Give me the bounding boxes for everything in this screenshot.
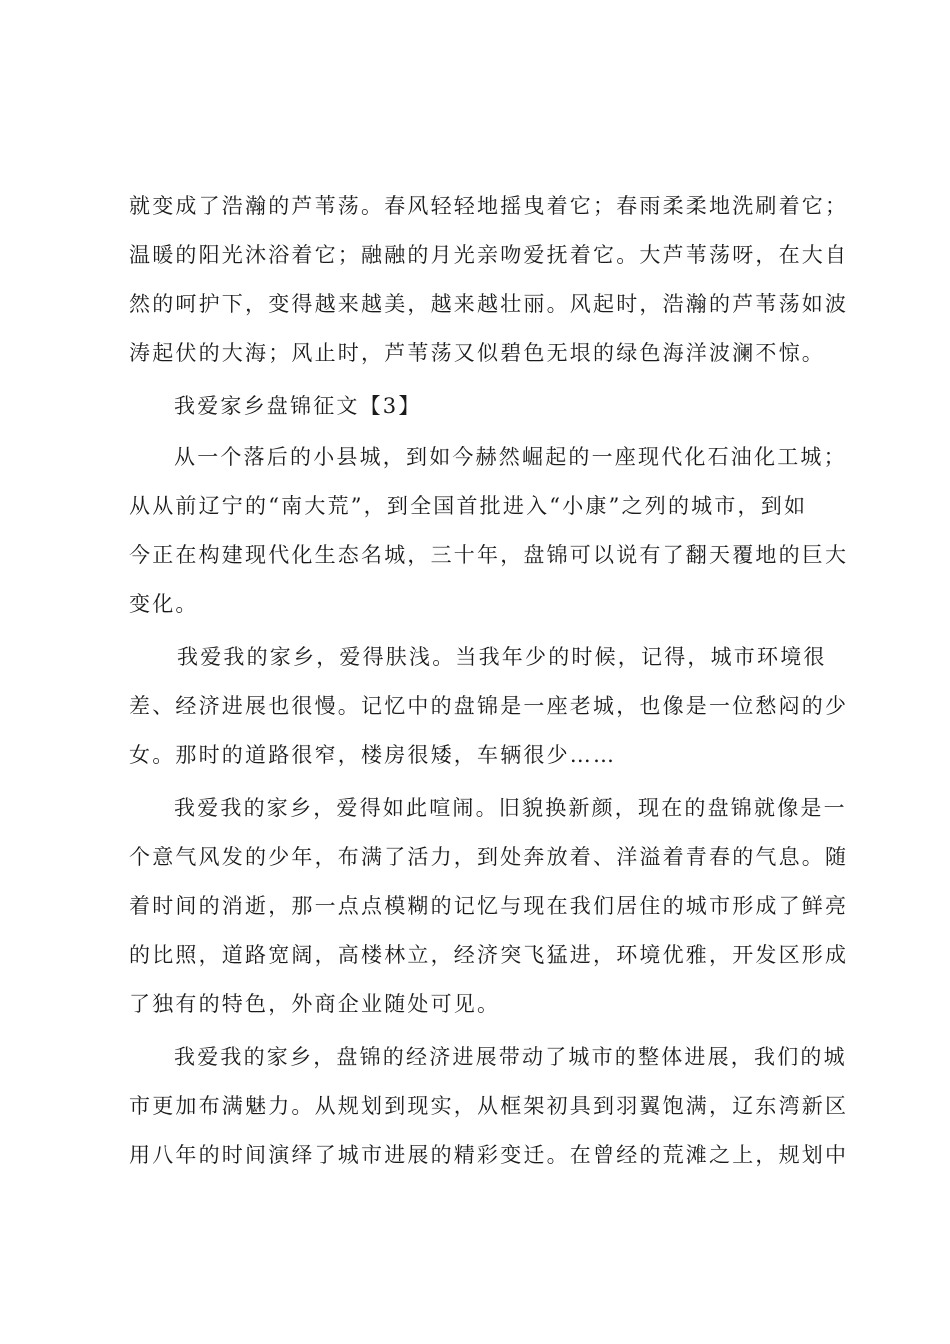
text-line: 差、经济进展也很慢。记忆中的盘锦是一座老城，也像是一位愁闷的少 bbox=[129, 694, 849, 718]
text-line: 个意气风发的少年，布满了活力，到处奔放着、洋溢着青春的气息。随 bbox=[129, 845, 849, 869]
text-line: 涛起伏的大海；风止时，芦苇荡又似碧色无垠的绿色海洋波澜不惊。 bbox=[129, 341, 825, 365]
text-line: 变化。 bbox=[129, 592, 199, 616]
text-line: 市更加布满魅力。从规划到现实，从框架初具到羽翼饱满，辽东湾新区 bbox=[129, 1094, 849, 1118]
text-line: 就变成了浩瀚的芦苇荡。春风轻轻地摇曳着它；春雨柔柔地洗刷着它； bbox=[129, 194, 849, 218]
text-line: 女。那时的道路很窄，楼房很矮，车辆很少…… bbox=[129, 743, 617, 767]
text-line: 温暖的阳光沐浴着它；融融的月光亲吻爱抚着它。大芦苇荡呀，在大自 bbox=[129, 243, 849, 267]
text-line: 从一个落后的小县城，到如今赫然崛起的一座现代化石油化工城； bbox=[174, 445, 847, 469]
text-line: 然的呵护下，变得越来越美，越来越壮丽。风起时，浩瀚的芦苇荡如波 bbox=[129, 292, 849, 316]
text-line: 我爱我的家乡，盘锦的经济进展带动了城市的整体进展，我们的城 bbox=[174, 1045, 847, 1069]
text-line: 今正在构建现代化生态名城，三十年，盘锦可以说有了翻天覆地的巨大 bbox=[129, 543, 849, 567]
text-line: 我爱我的家乡，爱得如此喧闹。旧貌换新颜，现在的盘锦就像是一 bbox=[174, 796, 847, 820]
text-line: 从从前辽宁的“南大荒”，到全国首批进入“小康”之列的城市，到如 bbox=[129, 494, 808, 518]
text-line: 着时间的消逝，那一点点模糊的记忆与现在我们居住的城市形成了鲜亮 bbox=[129, 894, 849, 918]
text-line: 的比照，道路宽阔，高楼林立，经济突飞猛进，环境优雅，开发区形成 bbox=[129, 943, 849, 967]
section-heading: 我爱家乡盘锦征文【3】 bbox=[174, 394, 422, 418]
text-line: 了独有的特色，外商企业随处可见。 bbox=[129, 992, 501, 1016]
text-line: 我爱我的家乡，爱得肤浅。当我年少的时候，记得，城市环境很 bbox=[177, 645, 827, 669]
text-line: 用八年的时间演绎了城市进展的精彩变迁。在曾经的荒滩之上，规划中 bbox=[129, 1143, 849, 1167]
